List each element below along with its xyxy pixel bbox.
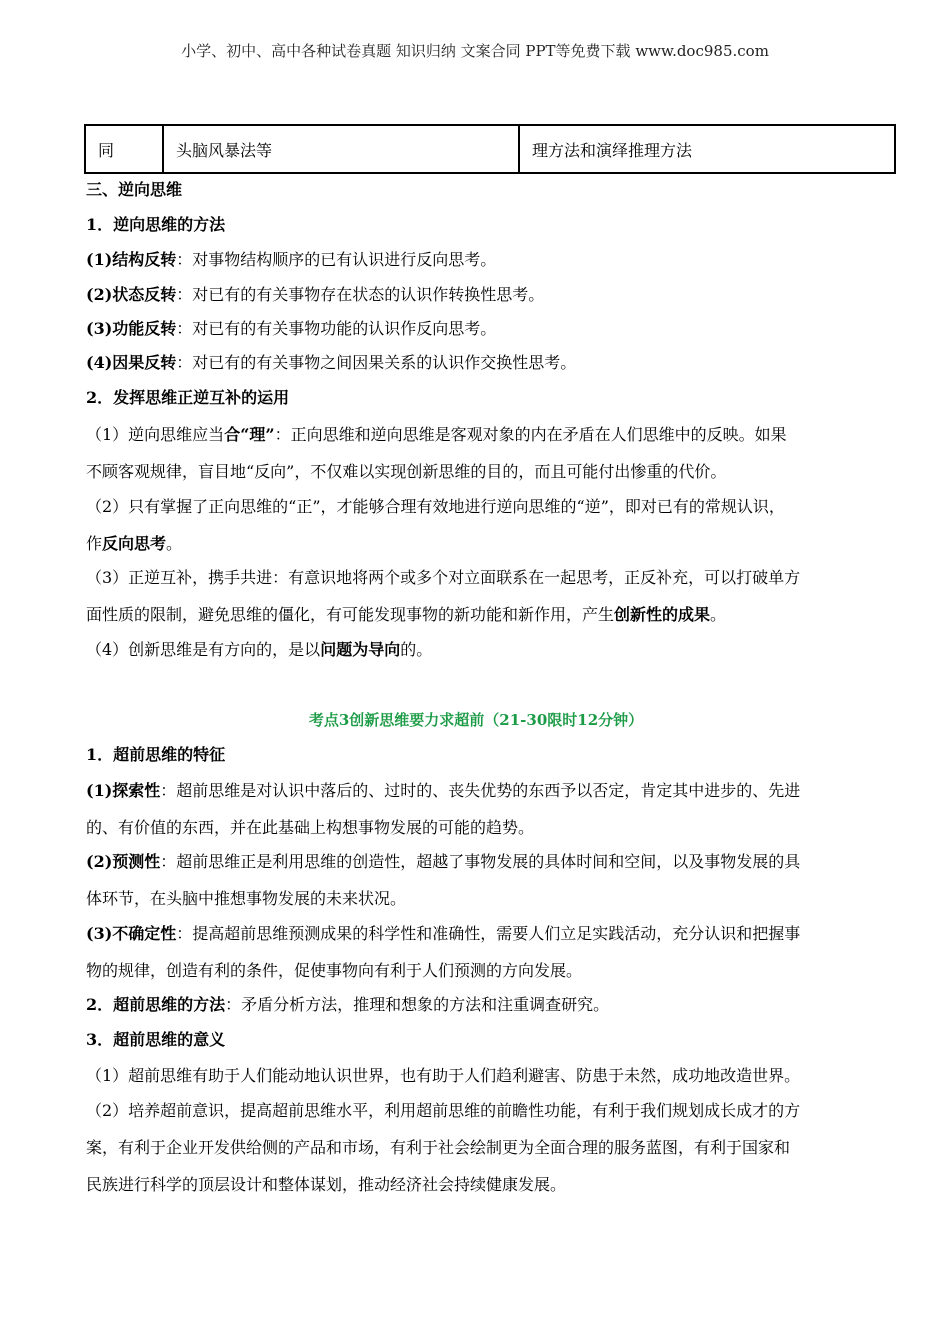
paragraph-line: （4）创新思维是有方向的，是以问题为导向的。 [86,640,433,659]
feature-line: (3)不确定性：提高超前思维预测成果的科学性和准确性，需要人们立足实践活动，充分认识和把握事 [86,924,801,943]
feature-line: (2)预测性：超前思维正是利用思维的创造性，超越了事物发展的具体时间和空间，以及事物发展的具 [86,852,801,871]
table-row [85,125,895,173]
paragraph-line: 不顾客观规律，盲目地“反向”，不仅难以实现创新思维的目的，而且可能付出惨重的代价。 [86,462,727,481]
comparison-table [84,124,896,174]
significance-line: 案，有利于企业开发供给侧的产品和市场，有利于社会绘制更为全面合理的服务蓝图，有利于国家和 [86,1138,791,1157]
paragraph-line: （3）正逆互补，携手共进：有意识地将两个或多个对立面联系在一起思考，正反补充，可以打破单方 [86,568,801,587]
kaodian-title: 考点3创新思维要力求超前（21-30限时12分钟） [308,711,644,729]
subheading: 3．超前思维的意义 [86,1030,226,1049]
section-heading: 三、逆向思维 [86,180,183,199]
significance-line: （1）超前思维有助于人们能动地认识世界，也有助于人们趋利避害、防患于未然，成功地改造世界。 [86,1066,801,1085]
method-item: (1)结构反转：对事物结构顺序的已有认识进行反向思考。 [86,250,497,269]
table-cell: 同 [85,125,163,173]
method-item: (3)功能反转：对已有的有关事物功能的认识作反向思考。 [86,319,497,338]
feature-line: 的、有价值的东西，并在此基础上构想事物发展的可能的趋势。 [86,818,535,837]
method-line: 2．超前思维的方法：矛盾分析方法，推理和想象的方法和注重调查研究。 [86,995,610,1014]
page-header: 小学、初中、高中各种试卷真题 知识归纳 文案合同 PPT等免费下载 www.doc985.com [181,42,769,60]
method-item: (2)状态反转：对已有的有关事物存在状态的认识作转换性思考。 [86,285,545,304]
method-item: (4)因果反转：对已有的有关事物之间因果关系的认识作交换性思考。 [86,353,577,372]
paragraph-line: 作反向思考。 [86,534,183,553]
feature-line: 体环节，在头脑中推想事物发展的未来状况。 [86,889,407,908]
feature-line: 物的规律，创造有利的条件，促使事物向有利于人们预测的方向发展。 [86,961,583,980]
feature-line: (1)探索性：超前思维是对认识中落后的、过时的、丧失优势的东西予以否定，肯定其中进步的、先进 [86,781,801,800]
significance-line: 民族进行科学的顶层设计和整体谋划，推动经济社会持续健康发展。 [86,1175,567,1194]
table-cell: 理方法和演绎推理方法 [519,125,895,173]
subheading: 1．超前思维的特征 [86,745,226,764]
subheading: 1．逆向思维的方法 [86,215,226,234]
paragraph-line: 面性质的限制，避免思维的僵化，有可能发现事物的新功能和新作用，产生创新性的成果。 [86,605,727,624]
subheading: 2．发挥思维正逆互补的运用 [86,388,290,407]
significance-line: （2）培养超前意识，提高超前思维水平，利用超前思维的前瞻性功能，有利于我们规划成长成才的方 [86,1101,801,1120]
table-cell: 头脑风暴法等 [163,125,519,173]
paragraph-line: （2）只有掌握了正向思维的“正”，才能够合理有效地进行逆向思维的“逆”，即对已有的常规认识， [86,497,785,516]
paragraph-line: （1）逆向思维应当合“理”：正向思维和逆向思维是客观对象的内在矛盾在人们思维中的反映。如果 [86,425,787,444]
